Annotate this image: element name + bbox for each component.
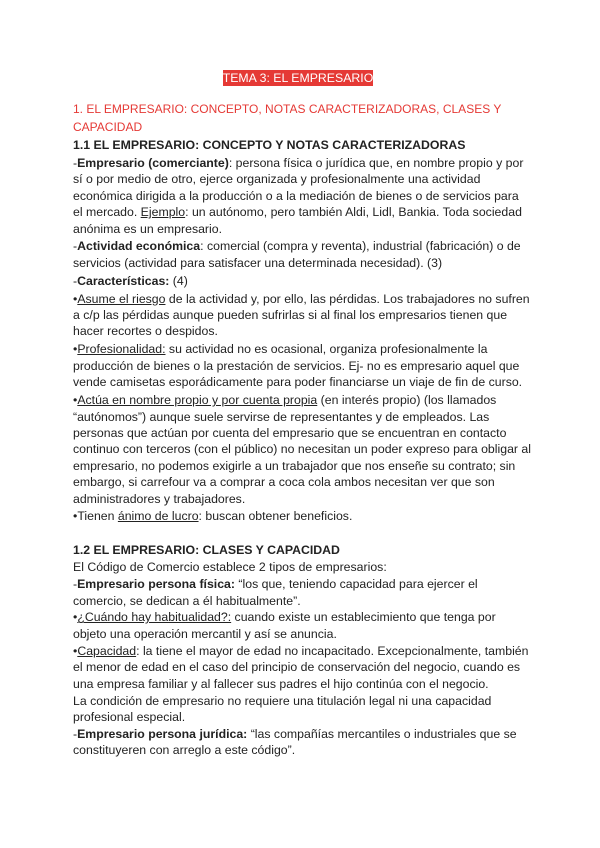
bullet-marker: • [73, 393, 78, 408]
list-item [73, 508, 531, 524]
example-label: Ejemplo [140, 205, 186, 220]
page-title: TEMA 3: EL EMPRESARIO [222, 71, 374, 85]
section-1-2-intro: El Código de Comercio establece 2 tipos de empresarios: [73, 560, 387, 575]
bullet-marker: • [73, 643, 78, 658]
item-text: : la tiene el mayor de edad no incapacitado. Excepcionalmente, también el menor de edad en el caso del principio de conservación del negocio, cuando es una empresa familiar y al fallecer sus padres el hijo continúa con el negocio. [73, 643, 529, 691]
term-actividad: Actividad económica [77, 239, 201, 254]
term-persona-fisica: Empresario persona física: [77, 577, 235, 592]
persona-fisica-text: “los que, teniendo capacidad para ejercer el comercio, se dedican a él habitualmente”. [73, 577, 478, 608]
bullet-marker: • [73, 610, 78, 625]
item-label: Profesionalidad: [77, 342, 166, 357]
empresario-definition [73, 155, 531, 237]
item-text: su actividad no es ocasional, organiza profesionalmente la producción de bienes o la prestación de servicios. Ej- no es empresario aquel que vende camisetas esporádicamente para poder financiarse un viaje de fin de curso. [73, 342, 523, 390]
actividad-definition-text: : comercial (compra y reventa), industrial (fabricación) o de servicios (actividad para satisfacer una determinada necesidad). (3) [73, 239, 521, 270]
condicion-note: La condición de empresario no requiere una titulación legal ni una capacidad profesional especial. [73, 693, 492, 724]
item-text: (en interés propio) (los llamados “autónomos”) aunque suele servirse de representantes y de empleados. Las personas que actúan por cuenta del empresario que se encuentran en contacto continuo con terceros (con el público) no necesitan un poder expreso para obligar al empresario, no podemos exigirle a un trabajador que nos enseñe su contrato; sin embargo, si carrefour va a comprar a coca cola ambos necesitan ver que son administradores y trabajadores. [73, 393, 531, 506]
list-item [73, 392, 531, 507]
item-text: : buscan obtener beneficios. [198, 509, 353, 524]
item-lead: Tienen [77, 509, 118, 524]
title-row [73, 70, 531, 87]
item-label: Actúa en nombre propio y por cuenta propia [77, 393, 318, 408]
item-text: cuando existe un establecimiento que tenga por objeto una operación mercantil y así se anuncia. [73, 610, 496, 641]
persona-juridica-text: “las compañías mercantiles o industriales que se constituyeren con arreglo a este código”. [73, 726, 517, 758]
section-1-1 [73, 137, 531, 525]
term-persona-juridica: Empresario persona jurídica: [77, 726, 248, 741]
section-1-2-heading: 1.2 EL EMPRESARIO: CLASES Y CAPACIDAD [73, 543, 340, 558]
persona-fisica-definition [73, 576, 531, 609]
dash-marker: - [73, 273, 78, 288]
bullet-marker: • [73, 509, 78, 524]
persona-juridica-definition [73, 726, 531, 759]
caracteristicas-heading [73, 273, 531, 289]
list-item [73, 609, 531, 642]
item-text: de la actividad y, por ello, las pérdidas. Los trabajadores no sufren a c/p las pérdidas aunque pueden sufrirlas si al final los empresarios tienen que hacer recortes o despidos. [73, 291, 530, 339]
item-label: Asume el riesgo [77, 291, 166, 306]
list-item [73, 291, 531, 340]
bullet-marker: • [73, 291, 78, 306]
list-item [73, 643, 531, 692]
dash-marker: - [73, 577, 78, 592]
item-label: ánimo de lucro [117, 509, 199, 524]
empresario-definition-text: : persona física o jurídica que, en nombre propio y por sí o por medio de otro, ejerce organizada y profesionalmente una actividad económica dirigida a la producción o a la mediación de bienes o de servicios para el mercado. [73, 155, 524, 220]
dash-marker: - [73, 155, 78, 170]
dash-marker: - [73, 239, 78, 254]
item-label: ¿Cuándo hay habitualidad?: [77, 610, 232, 625]
term-empresario: Empresario (comerciante) [77, 155, 229, 170]
document-content [73, 70, 531, 759]
item-label: Capacidad [77, 643, 137, 658]
example-text: : un autónomo, pero también Aldi, Lidl, Bankia. Toda sociedad anónima es un empresario. [73, 205, 522, 236]
section-1-1-heading: 1.1 EL EMPRESARIO: CONCEPTO Y NOTAS CARACTERIZADORAS [73, 138, 466, 152]
section-1-heading: 1. EL EMPRESARIO: CONCEPTO, NOTAS CARACTERIZADORAS, CLASES Y CAPACIDAD [73, 102, 502, 134]
caracteristicas-count: (4) [169, 273, 188, 288]
section-1-2 [73, 542, 531, 758]
dash-marker: - [73, 726, 78, 741]
term-caracteristicas: Características: [77, 273, 170, 288]
list-item [73, 341, 531, 390]
bullet-marker: • [73, 342, 78, 357]
actividad-definition [73, 238, 531, 271]
